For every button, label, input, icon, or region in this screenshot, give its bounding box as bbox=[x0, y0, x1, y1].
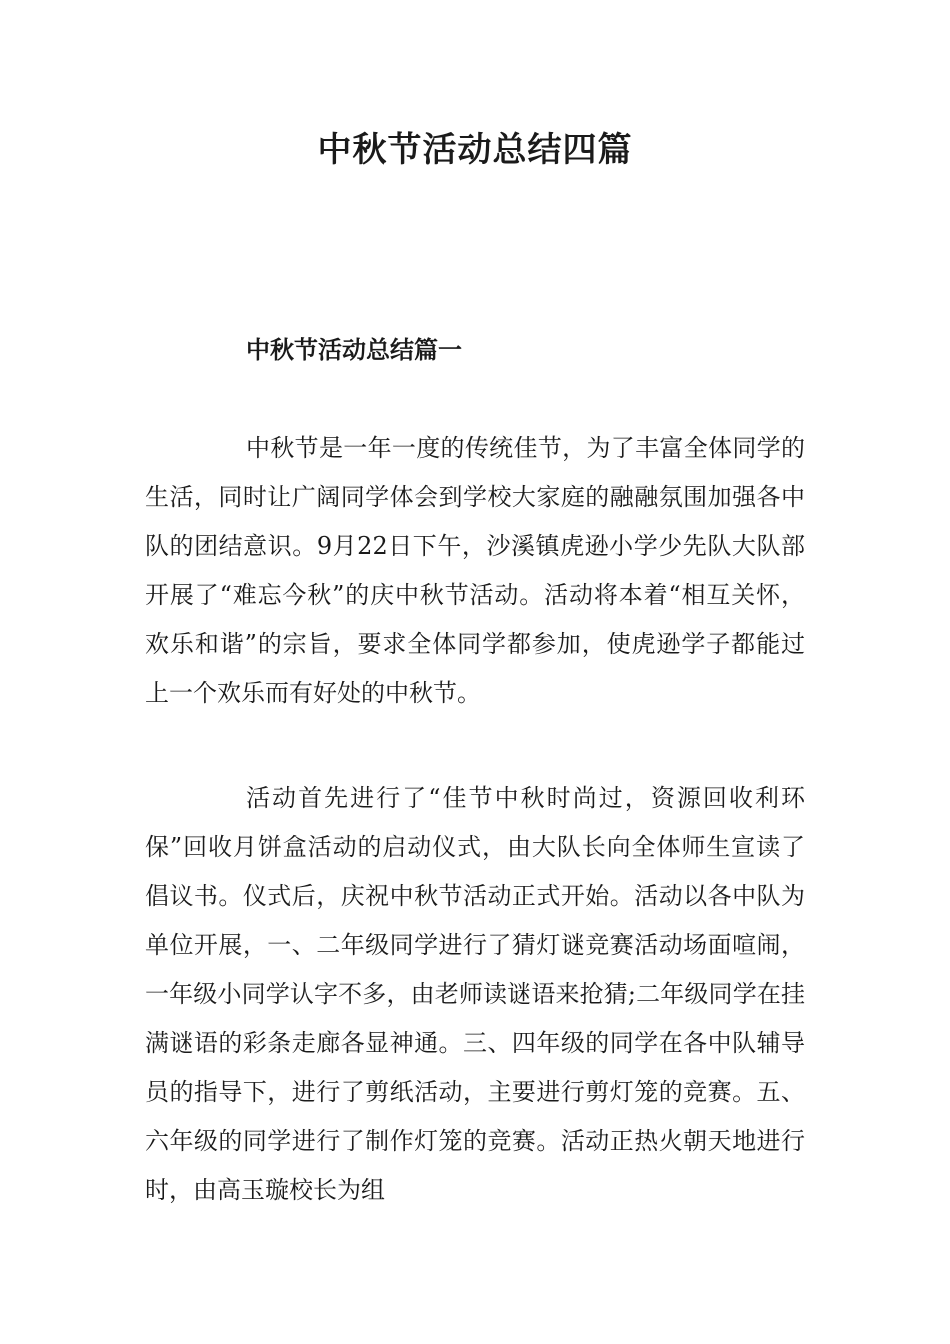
body-paragraph-1: 中秋节是一年一度的传统佳节，为了丰富全体同学的生活，同时让广阔同学体会到学校大家庭的融融氛围加强各中队的团结意识。9月22日下午，沙溪镇虎逊小学少先队大队部开展了“难忘今秋”的庆中秋节活动。活动将本着“相互关怀，欢乐和谐”的宗旨，要求全体同学都参加，使虎逊学子都能过上一个欢乐而有好处的中秋节。 bbox=[145, 434, 805, 707]
body-paragraph-2: 活动首先进行了“佳节中秋时尚过，资源回收利环保”回收月饼盒活动的启动仪式，由大队长向全体师生宣读了倡议书。仪式后，庆祝中秋节活动正式开始。活动以各中队为单位开展，一、二年级同学进行了猜灯谜竞赛活动场面喧闹，一年级小同学认字不多，由老师读谜语来抢猜;二年级同学在挂满谜语的彩条走廊各显神通。三、四年级的同学在各中队辅导员的指导下，进行了剪纸活动，主要进行剪灯笼的竞赛。五、六年级的同学进行了制作灯笼的竞赛。活动正热火朝天地进行时，由高玉璇校长为组 bbox=[145, 784, 805, 1204]
section-heading: 中秋节活动总结篇一 bbox=[246, 335, 462, 364]
document-title: 中秋节活动总结四篇 bbox=[317, 130, 633, 170]
